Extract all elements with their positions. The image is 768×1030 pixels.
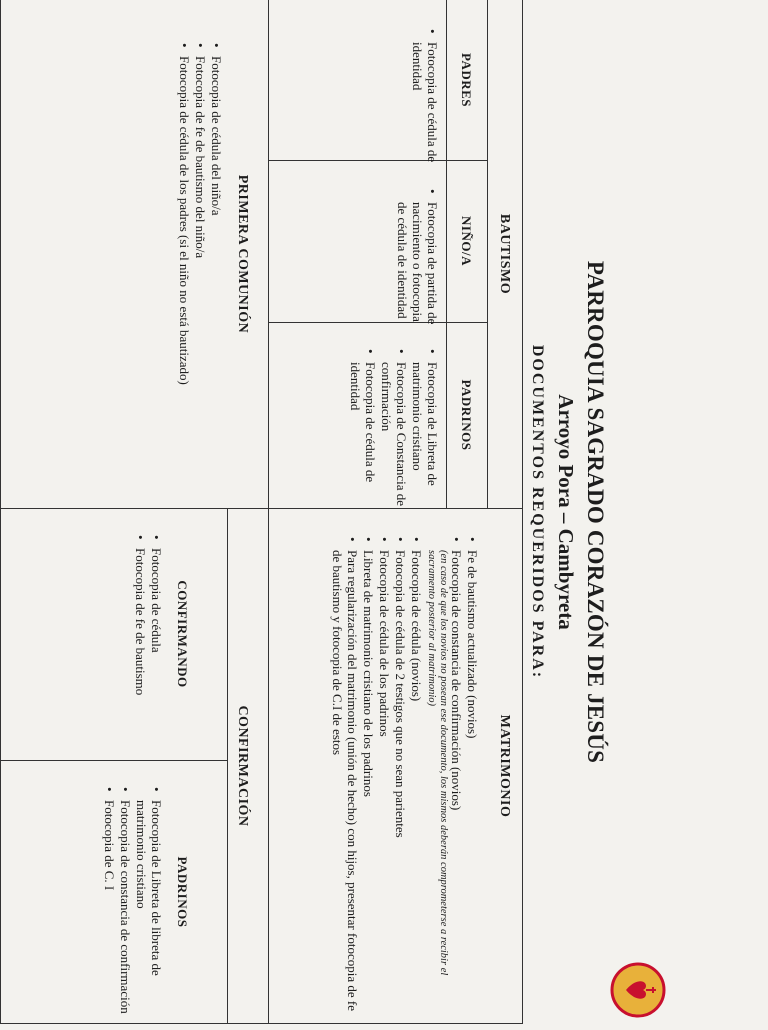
list-padrinos-confirmacion [101,784,164,1030]
table-divider [227,508,228,1024]
column-title-padrinos-bautismo: PADRINOS [459,379,474,451]
list-item: • Fotocopia de cédula de 2 testigos que no sean parientes [393,550,408,1020]
list-item: • Fotocopia de cédula de identidad [410,42,440,166]
list-item: • Fotocopia de Constancia de confirmación [379,362,409,512]
section-title-bautismo: BAUTISMO [497,213,512,295]
list-item [425,550,464,1020]
list-item: • Fotocopia de cédula del niño/a [209,56,224,506]
table-divider [269,322,488,323]
list-item: • Fotocopia de cédula de los padrinos [377,550,392,1020]
table-divider [446,0,447,508]
column-title-padrinos-confirmacion: PADRINOS [175,856,190,928]
page-title: PARROQUIA SAGRADO CORAZÓN DE JESÚS [583,260,608,764]
section-title-primera-comunion: PRIMERA COMUNIÓN [235,174,250,334]
sacred-heart-logo-icon [608,960,668,1020]
list-item: • Fotocopia de fe de bautismo [133,548,148,768]
column-title-nino: NIÑO/A [459,216,474,266]
list-nino-bautismo [394,186,440,326]
table-divider [269,160,488,161]
section-title-confirmacion: CONFIRMACIÓN [235,705,250,827]
parish-logo [608,960,668,1020]
list-item: • Fotocopia de Libreta de libreta de matrimonio cristiano [134,800,164,1030]
list-primera-comunion [176,40,224,506]
list-matrimonio [329,534,480,1020]
list-item-note: (en caso de que los novios no posean ese documento, los mismos deberán comprometerse a recibir el sacramento posterior al matrimonio) [426,550,449,976]
table-divider [487,0,488,508]
page-subtitle: Arroyo Pora – Cambyreta [554,394,578,630]
table-divider [1,760,228,761]
list-padres-bautismo [409,26,440,166]
list-item: • Libreta de matrimonio cristiano de los padrinos [361,550,376,1020]
list-item: • Fotocopia de constancia de confirmación [118,800,133,1030]
list-padrinos-bautismo [347,346,440,512]
list-item-text: Fotocopia de constancia de confirmación (novios) [449,550,464,811]
list-item: • Fotocopia de cédula (novios) [409,550,424,1020]
list-item: • Fotocopia de partida de nacimiento o fotocopia de cédula de identidad [395,202,440,326]
list-item: • Fotocopia de Libreta de matrimonio cristiano [410,362,440,512]
top-table [268,0,523,1024]
list-item: • Fotocopia de cédula de los padres (si el niño no está bautizado) [177,56,192,506]
list-item: • Fotocopia de cédula de identidad [348,362,378,512]
list-confirmando [132,532,164,768]
documents-heading: DOCUMENTOS REQUERIDOS PARA: [529,344,546,680]
section-title-matrimonio: MATRIMONIO [497,714,512,818]
list-item: • Fe de bautismo actualizado (novios) [465,550,480,1020]
list-item: • Fotocopia de C. I [102,800,117,1030]
list-item: • Fotocopia de fe de bautismo del niño/a [193,56,208,506]
bottom-table [0,0,268,1024]
list-item: • Fotocopia de cédula [149,548,164,768]
column-title-padres: PADRES [459,52,474,108]
list-item: • Para regularización del matrimonio (unión de hecho) con hijos, presentar fotocopia de fe de bautismo y fotocopia de C.I de estos [330,550,360,1020]
column-title-confirmando: CONFIRMANDO [175,580,190,688]
